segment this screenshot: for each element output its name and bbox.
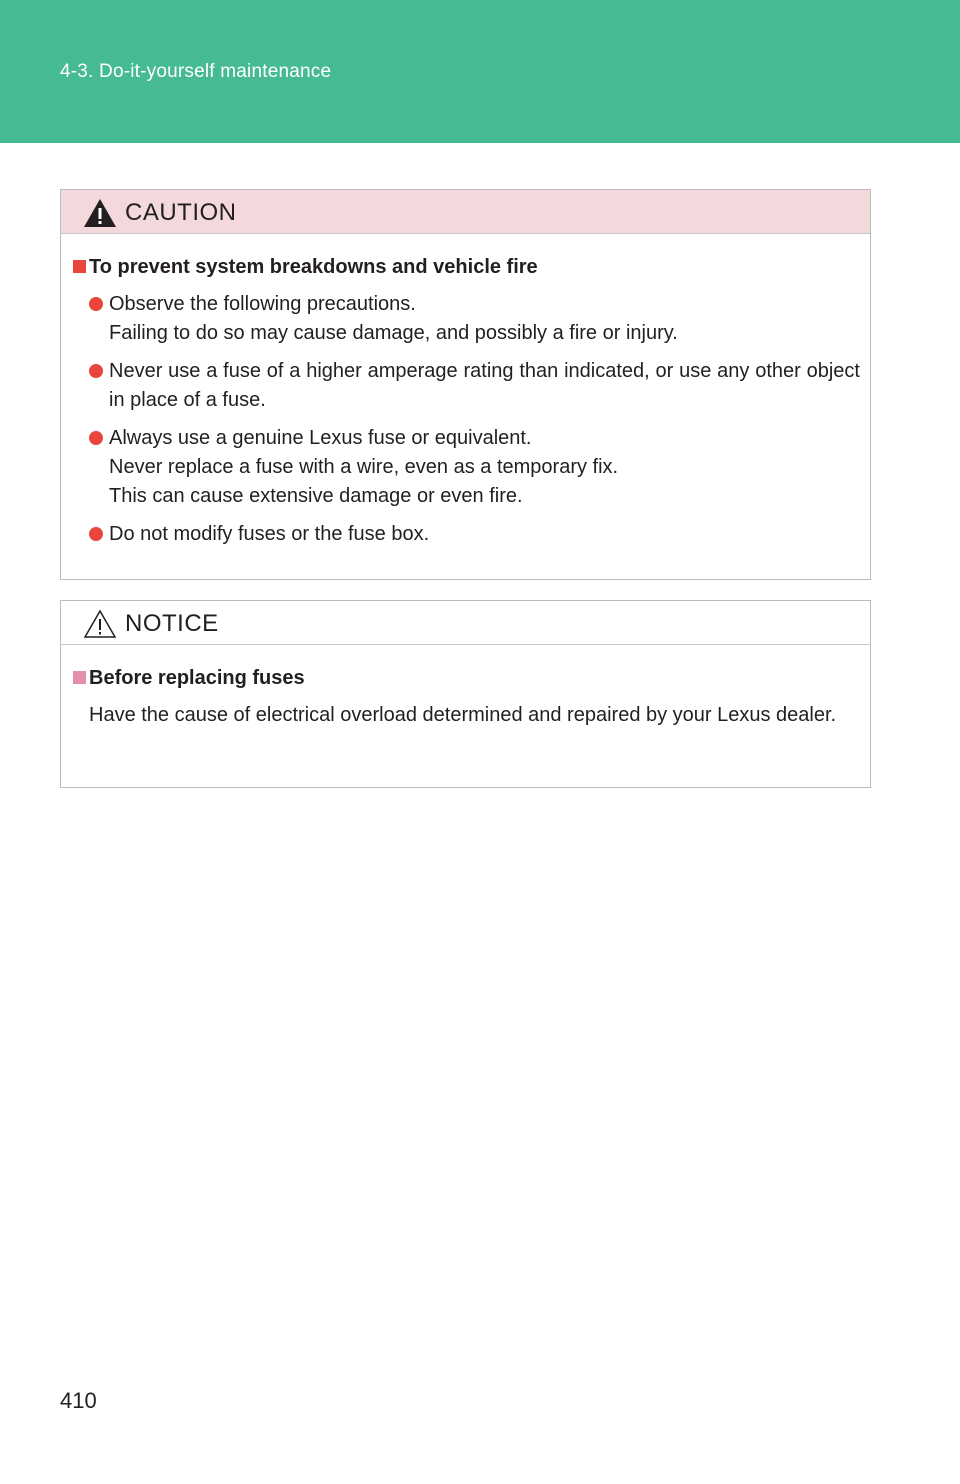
notice-body bbox=[61, 645, 870, 746]
caution-label: CAUTION bbox=[125, 199, 237, 226]
caution-item bbox=[73, 290, 860, 348]
caution-item bbox=[73, 520, 860, 549]
round-bullet-icon bbox=[89, 431, 103, 445]
square-bullet-icon bbox=[73, 671, 86, 684]
round-bullet-icon bbox=[89, 297, 103, 311]
page-header bbox=[0, 0, 960, 143]
caution-item bbox=[73, 424, 860, 511]
page-number: 410 bbox=[60, 1388, 97, 1413]
caution-box bbox=[60, 189, 871, 580]
round-bullet-icon bbox=[89, 527, 103, 541]
notice-label: NOTICE bbox=[125, 610, 219, 637]
caution-item-line: Never replace a fuse with a wire, even as a temporary fix. bbox=[109, 456, 619, 478]
caution-header bbox=[61, 190, 870, 234]
caution-item-line: Never use a fuse of a higher amperage rating than indicated, or use any other object in place of a fuse. bbox=[109, 360, 860, 411]
notice-section-title: Before replacing fuses bbox=[73, 663, 860, 693]
warning-outline-icon bbox=[82, 608, 118, 640]
round-bullet-icon bbox=[89, 364, 103, 378]
warning-filled-icon bbox=[82, 197, 118, 229]
caution-item-line: Failing to do so may cause damage, and possibly a fire or injury. bbox=[109, 322, 678, 344]
notice-box bbox=[60, 600, 871, 788]
notice-header bbox=[61, 601, 870, 645]
caution-item-line: Do not modify fuses or the fuse box. bbox=[109, 523, 430, 545]
caution-item-line: Always use a genuine Lexus fuse or equivalent. bbox=[109, 427, 532, 449]
square-bullet-icon bbox=[73, 260, 86, 273]
notice-text: Have the cause of electrical overload determined and repaired by your Lexus dealer. bbox=[89, 704, 837, 726]
section-title: 4-3. Do-it-yourself maintenance bbox=[60, 61, 332, 82]
caution-section-title: To prevent system breakdowns and vehicle fire bbox=[73, 252, 860, 282]
caution-item bbox=[73, 357, 860, 415]
caution-list bbox=[73, 290, 860, 549]
caution-item-line: This can cause extensive damage or even fire. bbox=[109, 485, 523, 507]
caution-body bbox=[61, 234, 870, 574]
caution-item-line: Observe the following precautions. bbox=[109, 293, 416, 315]
